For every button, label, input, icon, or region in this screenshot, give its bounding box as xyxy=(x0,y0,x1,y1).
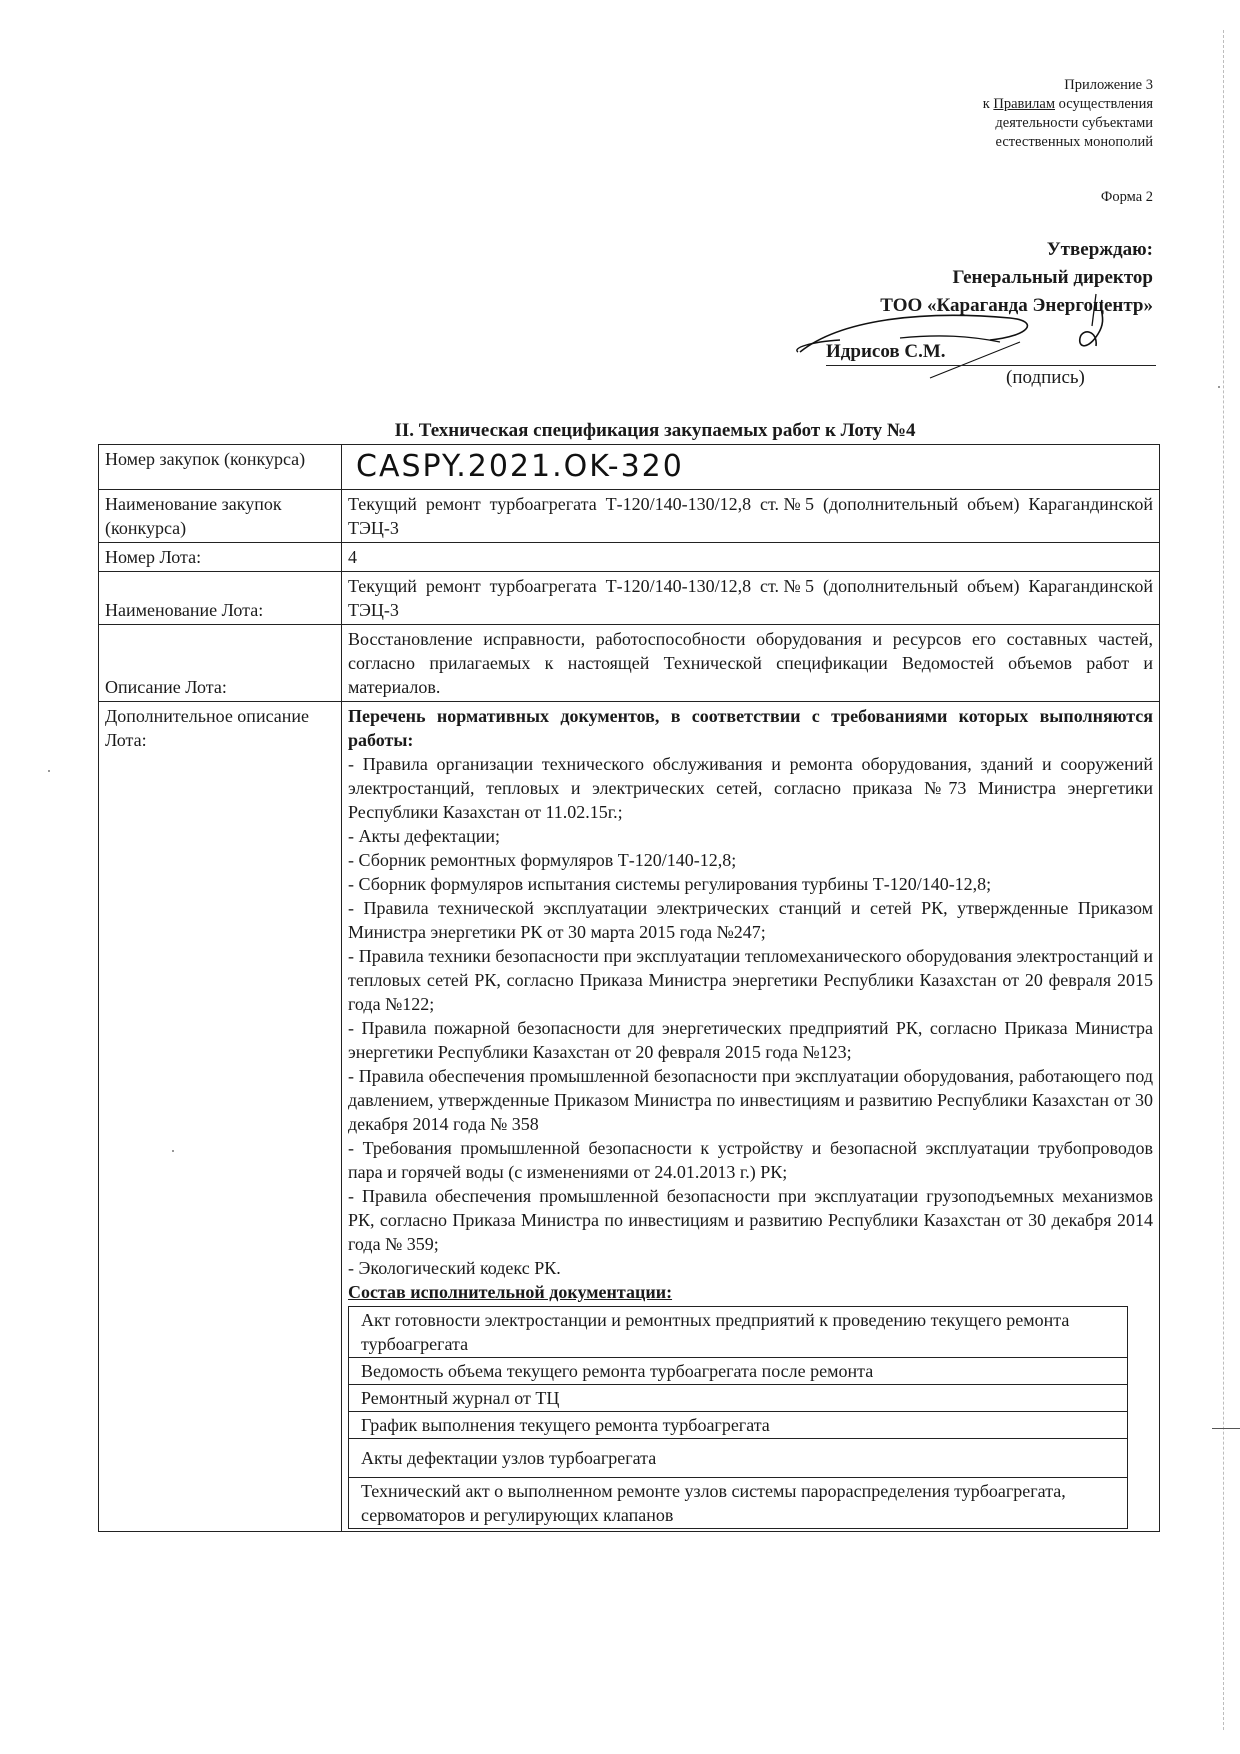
row-value: 4 xyxy=(342,543,1160,572)
table-row xyxy=(349,1439,1128,1478)
procurement-number: CASPY.2021.OK-320 xyxy=(356,449,684,484)
signature-caption: (подпись) xyxy=(1006,367,1085,388)
row-value xyxy=(342,445,1160,490)
scan-speck xyxy=(48,770,50,772)
list-item: - Экологический кодекс РК. xyxy=(348,1258,561,1278)
list-item: - Правила техники безопасности при эксплуатации тепломеханического оборудования электростанций и тепловых сетей РК, согласно Приказа Министра энергетики Республики Казахстан от 20 февраля 2015 года №122; xyxy=(348,946,1153,1014)
table-row xyxy=(349,1358,1128,1385)
list-item: - Акты дефектации; xyxy=(348,826,500,846)
annex-reference xyxy=(793,76,1153,152)
doc-cell: Акты дефектации узлов турбоагрегата xyxy=(349,1439,1128,1478)
table-row xyxy=(349,1412,1128,1439)
table-row xyxy=(99,490,1160,543)
table-row xyxy=(99,543,1160,572)
doc-cell: Технический акт о выполненном ремонте узлов системы парораспределения турбоагрегата, сервоматоров и регулирующих клапанов xyxy=(349,1478,1128,1529)
table-row xyxy=(99,572,1160,625)
approval-title: Утверждаю: xyxy=(1046,239,1153,260)
doc-cell: Ведомость объема текущего ремонта турбоагрегата после ремонта xyxy=(349,1358,1128,1385)
signature-line xyxy=(826,365,1156,366)
normative-docs-list xyxy=(348,752,1153,1280)
row-value: Восстановление исправности, работоспособности оборудования и ресурсов его составных частей, согласно прилагаемых к настоящей Технической спецификации Ведомостей объемов работ и материалов. xyxy=(342,625,1160,702)
row-value: Текущий ремонт турбоагрегата Т-120/140-130/12,8 ст.№5 (дополнительный объем) Карагандинской ТЭЦ-3 xyxy=(342,572,1160,625)
table-row xyxy=(99,702,1160,1532)
scan-edge-line xyxy=(1223,30,1224,1730)
list-item: - Сборник ремонтных формуляров Т-120/140-12,8; xyxy=(348,850,737,870)
list-item: - Правила обеспечения промышленной безопасности при эксплуатации оборудования, работающего под давлением, утвержденные Приказом Министра по инвестициям и развитию Республики Казахстан от 30 декабря 2014 года № 358 xyxy=(348,1066,1153,1134)
form-number: Форма 2 xyxy=(1100,189,1153,205)
table-row xyxy=(349,1385,1128,1412)
list-item: - Правила обеспечения промышленной безопасности при эксплуатации грузоподъемных механизмов РК, согласно Приказа Министра по инвестициям и развитию Республики Казахстан от 30 декабря 2014 года № 359; xyxy=(348,1186,1153,1254)
annex-line-3: деятельности субъектами xyxy=(995,115,1153,131)
executive-docs-table xyxy=(348,1306,1128,1529)
approval-position: Генеральный директор xyxy=(952,267,1153,288)
annex-line-2: к Правилам осуществления xyxy=(982,96,1153,112)
table-row xyxy=(349,1307,1128,1358)
scan-speck xyxy=(1218,386,1220,388)
section-title: II. Техническая спецификация закупаемых работ к Лоту №4 xyxy=(394,420,916,441)
annex-line-4: естественных монополий xyxy=(995,134,1153,150)
approval-company: ТОО «Караганда Энергоцентр» xyxy=(880,295,1153,316)
list-item: - Требования промышленной безопасности к устройству и безопасной эксплуатации трубопроводов пара и горячей воды (с изменениями от 24.01.2013 г.) РК; xyxy=(348,1138,1153,1182)
doc-cell: Ремонтный журнал от ТЦ xyxy=(349,1385,1128,1412)
row-label: Дополнительное описание Лота: xyxy=(99,702,342,1532)
row-value: Текущий ремонт турбоагрегата Т-120/140-130/12,8 ст.№5 (дополнительный объем) Карагандинской ТЭЦ-3 xyxy=(342,490,1160,543)
spec-table xyxy=(98,444,1160,1532)
list-item: - Правила организации технического обслуживания и ремонта оборудования, зданий и сооружений электростанций, тепловых и электрических сетей, согласно приказа №73 Министра энергетики Республики Казахстан от 11.02.15г.; xyxy=(348,754,1153,822)
annex-line-1: Приложение 3 xyxy=(1064,77,1153,93)
scan-side-mark xyxy=(1212,1428,1240,1429)
list-item: - Правила пожарной безопасности для энергетических предприятий РК, согласно Приказа Министра энергетики Республики Казахстан от 20 февраля 2015 года №123; xyxy=(348,1018,1153,1062)
row-label: Номер Лота: xyxy=(99,543,342,572)
signer-name: Идрисов С.М. xyxy=(826,341,946,362)
rules-link[interactable]: Правилам xyxy=(993,96,1056,112)
row-label: Номер закупок (конкурса) xyxy=(99,445,342,490)
list-item: - Правила технической эксплуатации электрических станций и сетей РК, утвержденные Приказом Министра энергетики РК от 30 марта 2015 года №247; xyxy=(348,898,1153,942)
executive-docs-wrap xyxy=(342,1306,1153,1529)
row-label: Наименование закупок (конкурса) xyxy=(99,490,342,543)
list-item: - Сборник формуляров испытания системы регулирования турбины Т-120/140-12,8; xyxy=(348,874,992,894)
normative-docs-heading: Перечень нормативных документов, в соответствии с требованиями которых выполняются работы: xyxy=(348,706,1153,750)
doc-cell: График выполнения текущего ремонта турбоагрегата xyxy=(349,1412,1128,1439)
table-row xyxy=(99,445,1160,490)
table-row xyxy=(349,1478,1128,1529)
row-label: Наименование Лота: xyxy=(99,572,342,625)
row-value xyxy=(342,702,1160,1532)
doc-cell: Акт готовности электростанции и ремонтных предприятий к проведению текущего ремонта турбоагрегата xyxy=(349,1307,1128,1358)
table-row xyxy=(99,625,1160,702)
executive-docs-heading: Состав исполнительной документации: xyxy=(348,1282,673,1302)
row-label: Описание Лота: xyxy=(99,625,342,702)
